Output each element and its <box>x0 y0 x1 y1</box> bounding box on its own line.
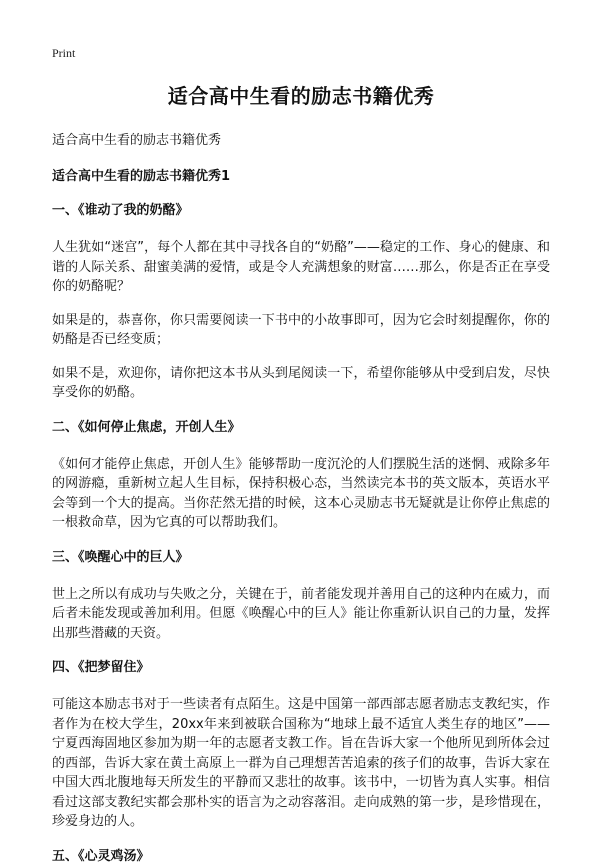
paragraph: 《如何才能停止焦虑，开创人生》能够帮助一度沉沦的人们摆脱生活的迷惘、戒除多年的网游瘾，重新树立起人生目标，保持积极心态，当然读完本书的英文版本，英语水平会等到一个大的提高。当你茫然无措的时候，这本心灵励志书无疑就是让你停止焦虑的一根救命草，因为它真的可以帮助我们。 <box>52 456 550 530</box>
page-title: 适合高中生看的励志书籍优秀 <box>167 84 435 108</box>
section-4 <box>52 659 550 832</box>
section-3 <box>52 549 550 644</box>
section-1 <box>52 202 550 403</box>
section-5 <box>52 848 550 866</box>
paragraph: 人生犹如“迷宫”，每个人都在其中寻找各自的“奶酪”——稳定的工作、身心的健康、和谐的人际关系、甜蜜美满的爱情，或是令人充满想象的财富……那么，你是否正在享受你的奶酪呢？ <box>52 240 550 294</box>
paragraph: 如果是的，恭喜你，你只需要阅读一下书中的小故事即可，因为它会时刻提醒你，你的奶酪是否已经变质； <box>52 312 550 347</box>
paragraph: 可能这本励志书对于一些读者有点陌生。这是中国第一部西部志愿者励志支教纪实，作者作为在校大学生，20xx年来到被联合国称为“地球上最不适宜人类生存的地区”——宁夏西海固地区参加为期一年的志愿者支教工作。旨在告诉大家一个他所见到所体会过的西部，告诉大家在黄土高原上一群为自己理想苦苦追索的孩子们的故事，告诉大家在中国大西北腹地每天所发生的平静而又悲壮的故事。该书中，一切皆为真人实事。相信看过这部支教纪实都会那朴实的语言为之动容落泪。走向成熟的第一步，是珍惜现在，珍爱身边的人。 <box>52 697 550 829</box>
section-heading: 二、《如何停止焦虑，开创人生》 <box>52 419 241 435</box>
section-heading: 三、《唤醒心中的巨人》 <box>52 549 189 565</box>
section-heading: 四、《把梦留住》 <box>52 660 150 675</box>
document-subtitle: 适合高中生看的励志书籍优秀 <box>52 133 222 148</box>
paragraph: 世上之所以有成功与失败之分，关键在于，前者能发现并善用自己的这种内在威力，而后者未能发现或善加利用。但愿《唤醒心中的巨人》能让你重新认识自己的力量，发挥出那些潜藏的天资。 <box>52 586 550 641</box>
print-link[interactable]: Print <box>52 46 76 60</box>
section-heading: 五、《心灵鸡汤》 <box>52 848 150 864</box>
section-heading: 一、《谁动了我的奶酪》 <box>52 203 189 218</box>
part-title: 适合高中生看的励志书籍优秀1 <box>52 169 231 184</box>
paragraph: 如果不是，欢迎你，请你把这本书从头到尾阅读一下，希望你能够从中受到启发，尽快享受你的奶酪。 <box>52 365 550 400</box>
section-2 <box>52 419 550 533</box>
